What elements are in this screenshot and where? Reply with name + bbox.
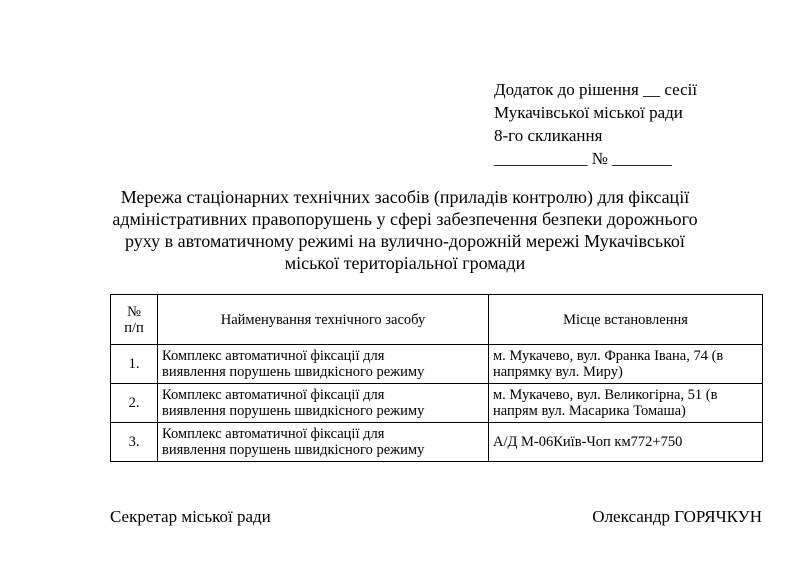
title-line-2: адміністративних правопорушень у сфері забезпечення безпеки дорожнього bbox=[112, 209, 698, 229]
appendix-line-2: Мукачівської міської ради bbox=[494, 103, 683, 122]
table-header-row bbox=[111, 295, 763, 345]
row-name-line-1: Комплекс автоматичної фіксації для bbox=[162, 426, 385, 442]
title-line-1: Мережа стаціонарних технічних засобів (приладів контролю) для фіксації bbox=[120, 187, 690, 207]
row-name-line-2: виявлення порушень швидкісного режиму bbox=[162, 364, 425, 380]
row-place: м. Мукачево, вул. Великогірна, 51 (в напрям вул. Масарика Томаша) bbox=[489, 384, 763, 423]
appendix-line-3: 8-го скликання bbox=[494, 126, 603, 145]
row-number: 1. bbox=[111, 345, 158, 384]
appendix-line-4: ___________ № _______ bbox=[494, 149, 672, 168]
header-place: Місце встановлення bbox=[489, 295, 763, 345]
header-number-line-2: п/п bbox=[124, 319, 144, 336]
devices-table bbox=[110, 294, 763, 462]
header-number-line-1: № bbox=[127, 303, 141, 320]
row-name bbox=[158, 423, 489, 462]
secretary-position: Секретар міської ради bbox=[110, 507, 271, 526]
row-place: м. Мукачево, вул. Франка Івана, 74 (в напрямку вул. Миру) bbox=[489, 345, 763, 384]
appendix-block bbox=[494, 78, 697, 170]
signatory-name: Олександр ГОРЯЧКУН bbox=[592, 507, 762, 526]
header-number bbox=[111, 295, 158, 345]
table-row bbox=[111, 423, 763, 462]
appendix-line-1: Додаток до рішення __ сесії bbox=[494, 80, 698, 99]
row-name-line-1: Комплекс автоматичної фіксації для bbox=[162, 387, 385, 403]
row-number: 3. bbox=[111, 423, 158, 462]
table-row bbox=[111, 345, 763, 384]
title-line-3: руху в автоматичному режимі на вулично-дорожній мережі Мукачівської bbox=[125, 231, 685, 251]
row-place: А/Д М-06Київ-Чоп км772+750 bbox=[489, 423, 763, 462]
row-name-line-1: Комплекс автоматичної фіксації для bbox=[162, 348, 385, 364]
table-row bbox=[111, 384, 763, 423]
row-number: 2. bbox=[111, 384, 158, 423]
document-title bbox=[110, 186, 700, 274]
row-name-line-2: виявлення порушень швидкісного режиму bbox=[162, 403, 425, 419]
row-name bbox=[158, 384, 489, 423]
row-name bbox=[158, 345, 489, 384]
title-line-4: міської територіальної громади bbox=[284, 253, 526, 273]
row-name-line-2: виявлення порушень швидкісного режиму bbox=[162, 442, 425, 458]
header-name: Найменування технічного засобу bbox=[158, 295, 489, 345]
